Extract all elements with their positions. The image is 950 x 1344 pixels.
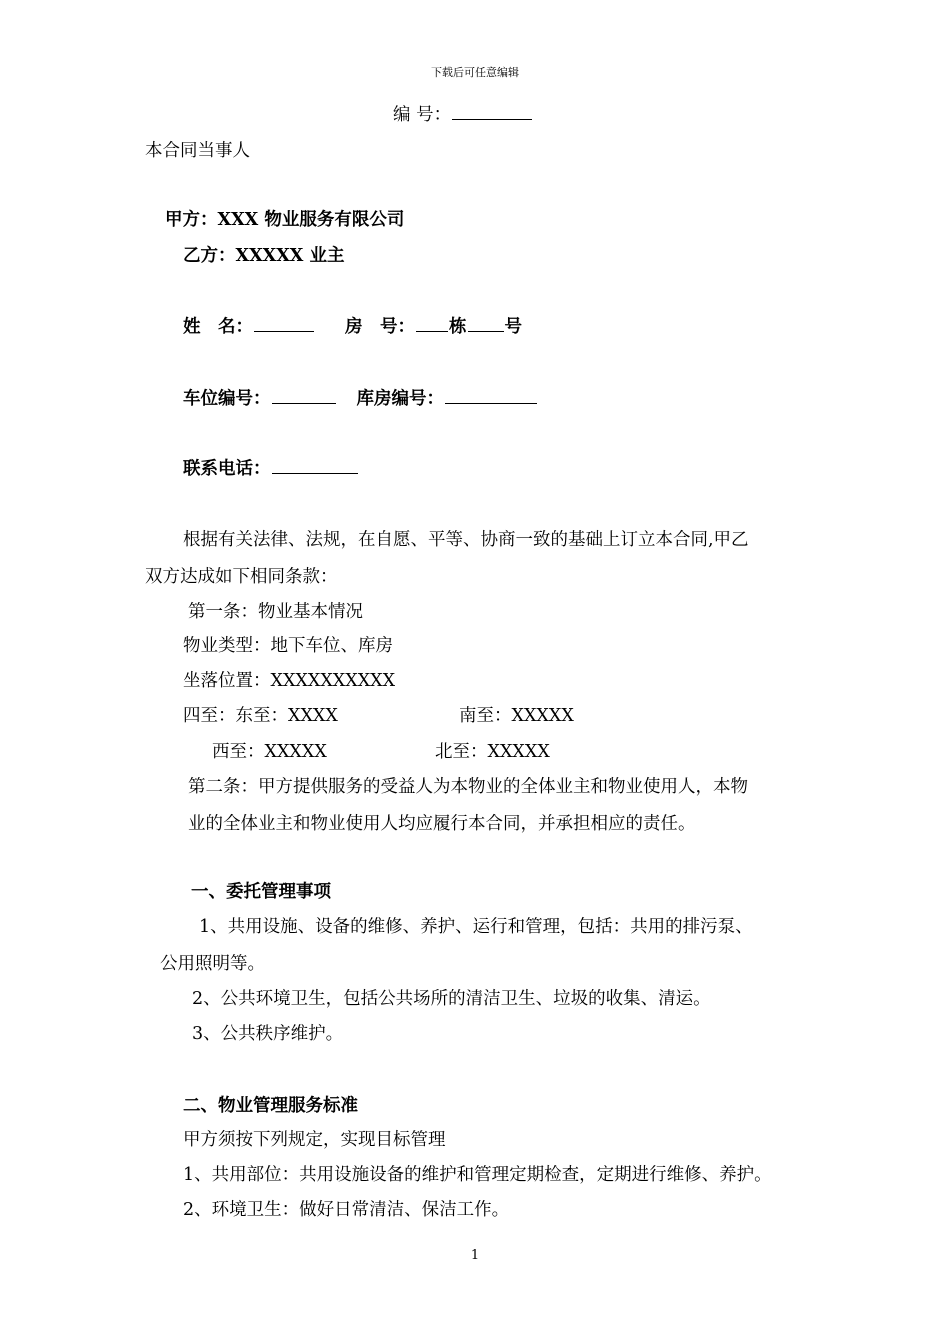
boundary-east: 四至：东至：XXXX: [183, 706, 338, 726]
parking-label: 车位编号：: [183, 389, 271, 409]
section1-item3: 3、公共秩序维护。: [192, 1024, 344, 1044]
doc-number-label: 编 号：: [393, 105, 452, 125]
section1-item2: 2、公共环境卫生，包括公共场所的清洁卫生、垃圾的收集、清运。: [192, 989, 711, 1009]
parties-intro: 本合同当事人: [145, 141, 250, 161]
owner-name-label: 姓 名：: [183, 317, 253, 337]
boundary-south: 南至：XXXXX: [459, 706, 574, 726]
room-building-label: 栋: [449, 317, 467, 337]
article1-title: 第一条：物业基本情况: [188, 602, 363, 622]
section1-title: 一、委托管理事项: [191, 882, 331, 902]
phone-blank: [272, 457, 358, 474]
preamble-line2: 双方达成如下相同条款：: [145, 567, 338, 587]
phone-label: 联系电话：: [183, 459, 271, 479]
section2-intro: 甲方须按下列规定，实现目标管理: [183, 1130, 446, 1150]
preamble-line1: 根据有关法律、法规，在自愿、平等、协商一致的基础上订立本合同,甲乙: [183, 530, 749, 550]
room-number-blank: [468, 315, 504, 332]
owner-name-blank: [254, 315, 314, 332]
room-number-label: 号: [504, 317, 522, 337]
page-number: 1: [470, 1248, 480, 1263]
room-building-blank: [416, 315, 448, 332]
section1-item1-line1: 1、共用设施、设备的维修、养护、运行和管理，包括：共用的排污泵、: [199, 917, 753, 937]
doc-number-blank: [452, 103, 532, 120]
doc-number: [393, 103, 533, 127]
boundary-north: 北至：XXXXX: [435, 742, 550, 762]
boundary-west: 西至：XXXXX: [212, 742, 327, 762]
article1-type: 物业类型：地下车位、库房: [183, 636, 393, 656]
article2-line2: 业的全体业主和物业使用人均应履行本合同，并承担相应的责任。: [188, 814, 696, 834]
header-note: 下载后可任意编辑: [431, 66, 519, 79]
owner-name-room-line: [183, 315, 522, 339]
article1-location: 坐落位置：XXXXXXXXXX: [183, 671, 396, 691]
section2-title: 二、物业管理服务标准: [183, 1096, 358, 1116]
room-label: 房 号：: [345, 317, 415, 337]
party-a: 甲方：XXX 物业服务有限公司: [165, 210, 405, 230]
phone-line: [183, 457, 359, 481]
parking-blank: [272, 387, 336, 404]
storage-blank: [445, 387, 537, 404]
section2-item2: 2、环境卫生：做好日常清洁、保洁工作。: [183, 1200, 510, 1220]
parking-storage-line: [183, 387, 538, 411]
article2-line1: 第二条：甲方提供服务的受益人为本物业的全体业主和物业使用人，本物: [188, 777, 748, 797]
storage-label: 库房编号：: [356, 389, 444, 409]
section1-item1-line2: 公用照明等。: [160, 954, 265, 974]
section2-item1: 1、共用部位：共用设施设备的维护和管理定期检查，定期进行维修、养护。: [183, 1165, 772, 1185]
party-b: 乙方：XXXXX 业主: [183, 246, 345, 266]
